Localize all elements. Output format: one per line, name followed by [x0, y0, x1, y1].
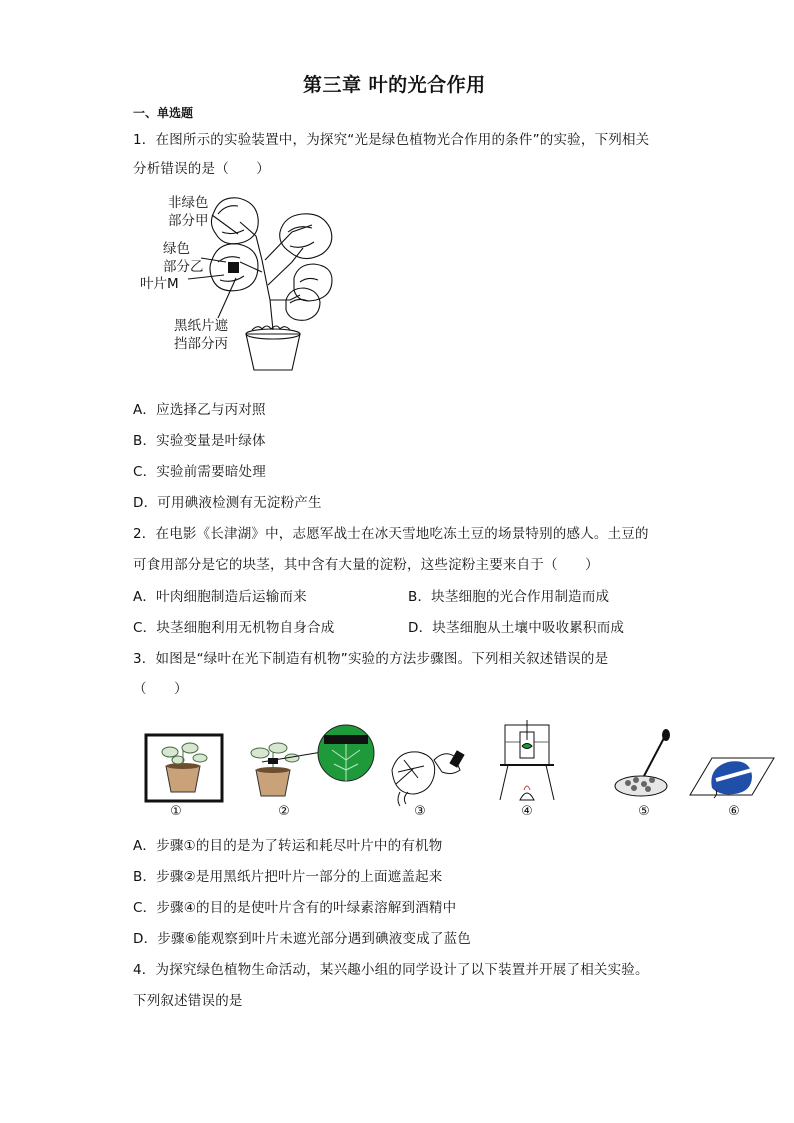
q3-option-d: D．步骤⑥能观察到叶片未遮光部分遇到碘液变成了蓝色 — [133, 931, 471, 947]
q1-option-c: C．实验前需要暗处理 — [133, 464, 266, 480]
step1-dark-box-plant — [146, 735, 222, 801]
step4-water-bath — [500, 720, 554, 800]
q1-label-green-1: 绿色 — [163, 241, 190, 257]
q1-label-nongreen-1: 非绿色 — [168, 195, 209, 211]
q1-stem-line2: 分析错误的是（ ） — [133, 161, 270, 177]
step5-iodine-drop — [615, 729, 670, 796]
q2-option-b: B．块茎细胞的光合作用制造而成 — [408, 589, 610, 605]
q1-label-black-paper-2: 挡部分丙 — [174, 336, 228, 352]
q3-option-a: A．步骤①的目的是为了转运和耗尽叶片中的有机物 — [133, 838, 443, 854]
page-title: 第三章 叶的光合作用 — [303, 74, 486, 96]
q3-stem-line1: 3．如图是“绿叶在光下制造有机物”实验的方法步骤图。下列相关叙述错误的是 — [133, 651, 609, 667]
q3-option-b: B．步骤②是用黑纸片把叶片一部分的上面遮盖起来 — [133, 869, 443, 885]
q3-option-c: C．步骤④的目的是使叶片含有的叶绿素溶解到酒精中 — [133, 900, 457, 916]
step6-blue-leaf — [690, 758, 774, 798]
step-label-6: ⑥ — [728, 804, 740, 819]
q2-option-a: A．叶肉细胞制造后运输而来 — [133, 589, 307, 605]
q1-option-d: D．可用碘液检测有无淀粉产生 — [133, 495, 322, 511]
step-label-2: ② — [278, 804, 290, 819]
step3-remove-paper — [392, 751, 464, 806]
q1-label-black-paper-1: 黑纸片遮 — [174, 318, 228, 334]
section-heading: 一、单选题 — [133, 106, 194, 120]
q1-option-b: B．实验变量是叶绿体 — [133, 433, 266, 449]
q4-stem-line2: 下列叙述错误的是 — [133, 993, 243, 1009]
q2-option-d: D．块茎细胞从土壤中吸收累积而成 — [408, 620, 625, 636]
q1-stem-line1: 1．在图所示的实验装置中，为探究“光是绿色植物光合作用的条件”的实验，下列相关 — [133, 132, 650, 148]
q4-stem-line1: 4．为探究绿色植物生命活动，某兴趣小组的同学设计了以下装置并开展了相关实验。 — [133, 962, 649, 978]
q1-label-nongreen-2: 部分甲 — [168, 213, 209, 229]
step-label-5: ⑤ — [638, 804, 650, 819]
step-label-3: ③ — [414, 804, 426, 819]
q3-stem-line2: （ ） — [133, 681, 188, 697]
q2-stem-line1: 2．在电影《长津湖》中，志愿军战士在冰天雪地吃冻土豆的场景特别的感人。土豆的 — [133, 526, 649, 542]
q2-option-c: C．块茎细胞利用无机物自身合成 — [133, 620, 335, 636]
step2-covered-leaf — [251, 725, 374, 796]
q1-option-a: A．应选择乙与丙对照 — [133, 402, 266, 418]
step-label-1: ① — [170, 804, 182, 819]
q2-stem-line2: 可食用部分是它的块茎，其中含有大量的淀粉，这些淀粉主要来自于（ ） — [133, 557, 599, 573]
q1-label-leaf-m: 叶片M — [140, 276, 179, 292]
step-label-4: ④ — [521, 804, 533, 819]
q1-label-green-2: 部分乙 — [163, 259, 204, 275]
